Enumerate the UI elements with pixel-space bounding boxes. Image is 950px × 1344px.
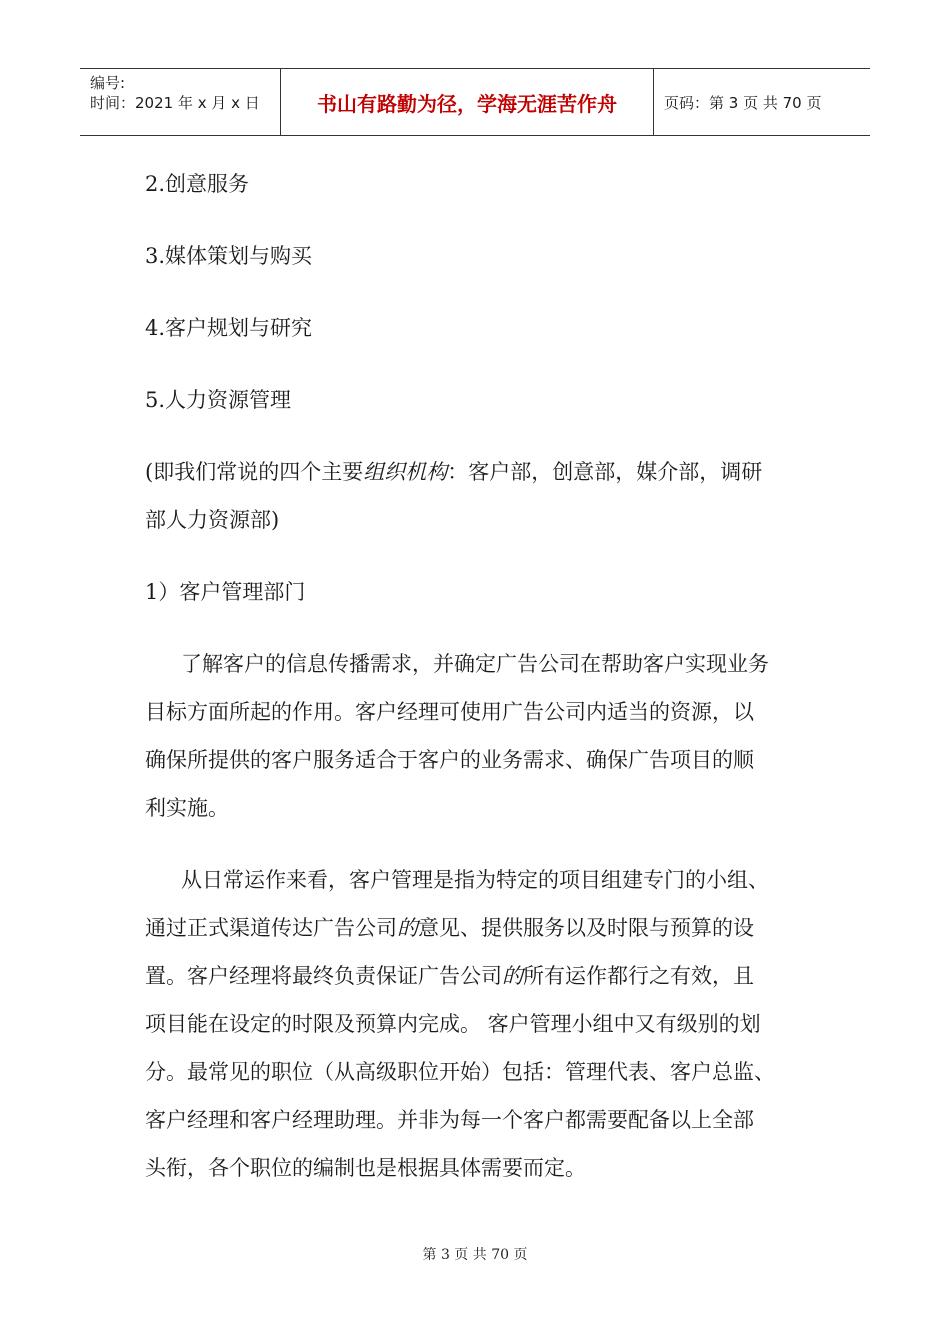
paragraph-line: 了解客户的信息传播需求，并确定广告公司在帮助客户实现业务 — [181, 652, 769, 676]
paragraph-line — [145, 952, 810, 1000]
paragraph-text: 意见、提供服务以及时限与预算的设 — [418, 916, 754, 940]
list-item-4: 4.客户规划与研究 — [145, 316, 313, 340]
paragraph-line: 目标方面所起的作用。客户经理可使用广告公司内适当的资源，以 — [145, 700, 754, 724]
paragraph-line: 利实施。 — [145, 796, 229, 820]
document-body — [145, 160, 810, 1192]
paragraph-text: 通过正式渠道传达广告公司 — [145, 916, 397, 940]
paragraph-line: 项目能在设定的时限及预算内完成。 客户管理小组中又有级别的划 — [145, 1012, 761, 1036]
paragraph-line: 头衔，各个职位的编制也是根据具体需要而定。 — [145, 1156, 586, 1180]
paragraph-text: 置。客户经理将最终负责保证广告公司 — [145, 964, 502, 988]
document-date: 时间：2021 年 x 月 x 日 — [90, 94, 260, 112]
paragraph-line — [145, 904, 810, 952]
note-line-1 — [145, 448, 810, 496]
section-title: 1）客户管理部门 — [145, 580, 306, 604]
paragraph-emphasis: 的 — [502, 964, 523, 988]
list-item-5: 5.人力资源管理 — [145, 388, 292, 412]
header-meta — [80, 69, 281, 135]
note-emphasis: 组织机构 — [363, 460, 448, 484]
paragraph-line: 从日常运作来看，客户管理是指为特定的项目组建专门的小组、 — [181, 868, 769, 892]
page-footer: 第 3 页 共 70 页 — [422, 1247, 528, 1263]
header-page-info: 页码：第 3 页 共 70 页 — [664, 93, 822, 112]
paragraph-text: 所有运作都行之有效，且 — [523, 964, 754, 988]
list-item-2: 2.创意服务 — [145, 172, 250, 196]
paragraph-2 — [145, 856, 810, 1192]
paragraph-line: 客户经理和客户经理助理。并非为每一个客户都需要配备以上全部 — [145, 1108, 754, 1132]
paragraph-line: 分。最常见的职位（从高级职位开始）包括：管理代表、客户总监、 — [145, 1060, 775, 1084]
document-number-label: 编号: — [90, 74, 126, 92]
paragraph-emphasis: 的 — [397, 916, 418, 940]
note-text: (即我们常说的四个主要 — [145, 460, 364, 484]
page-header — [80, 68, 870, 136]
list-item-3: 3.媒体策划与购买 — [145, 244, 313, 268]
header-motto: 书山有路勤为径，学海无涯苦作舟 — [281, 69, 654, 135]
note-text: ：客户部，创意部，媒介部，调研 — [447, 460, 763, 484]
paragraph-line: 确保所提供的客户服务适合于客户的业务需求、确保广告项目的顺 — [145, 748, 754, 772]
paragraph-1 — [145, 640, 810, 832]
note-line-2: 部人力资源部) — [145, 508, 280, 532]
